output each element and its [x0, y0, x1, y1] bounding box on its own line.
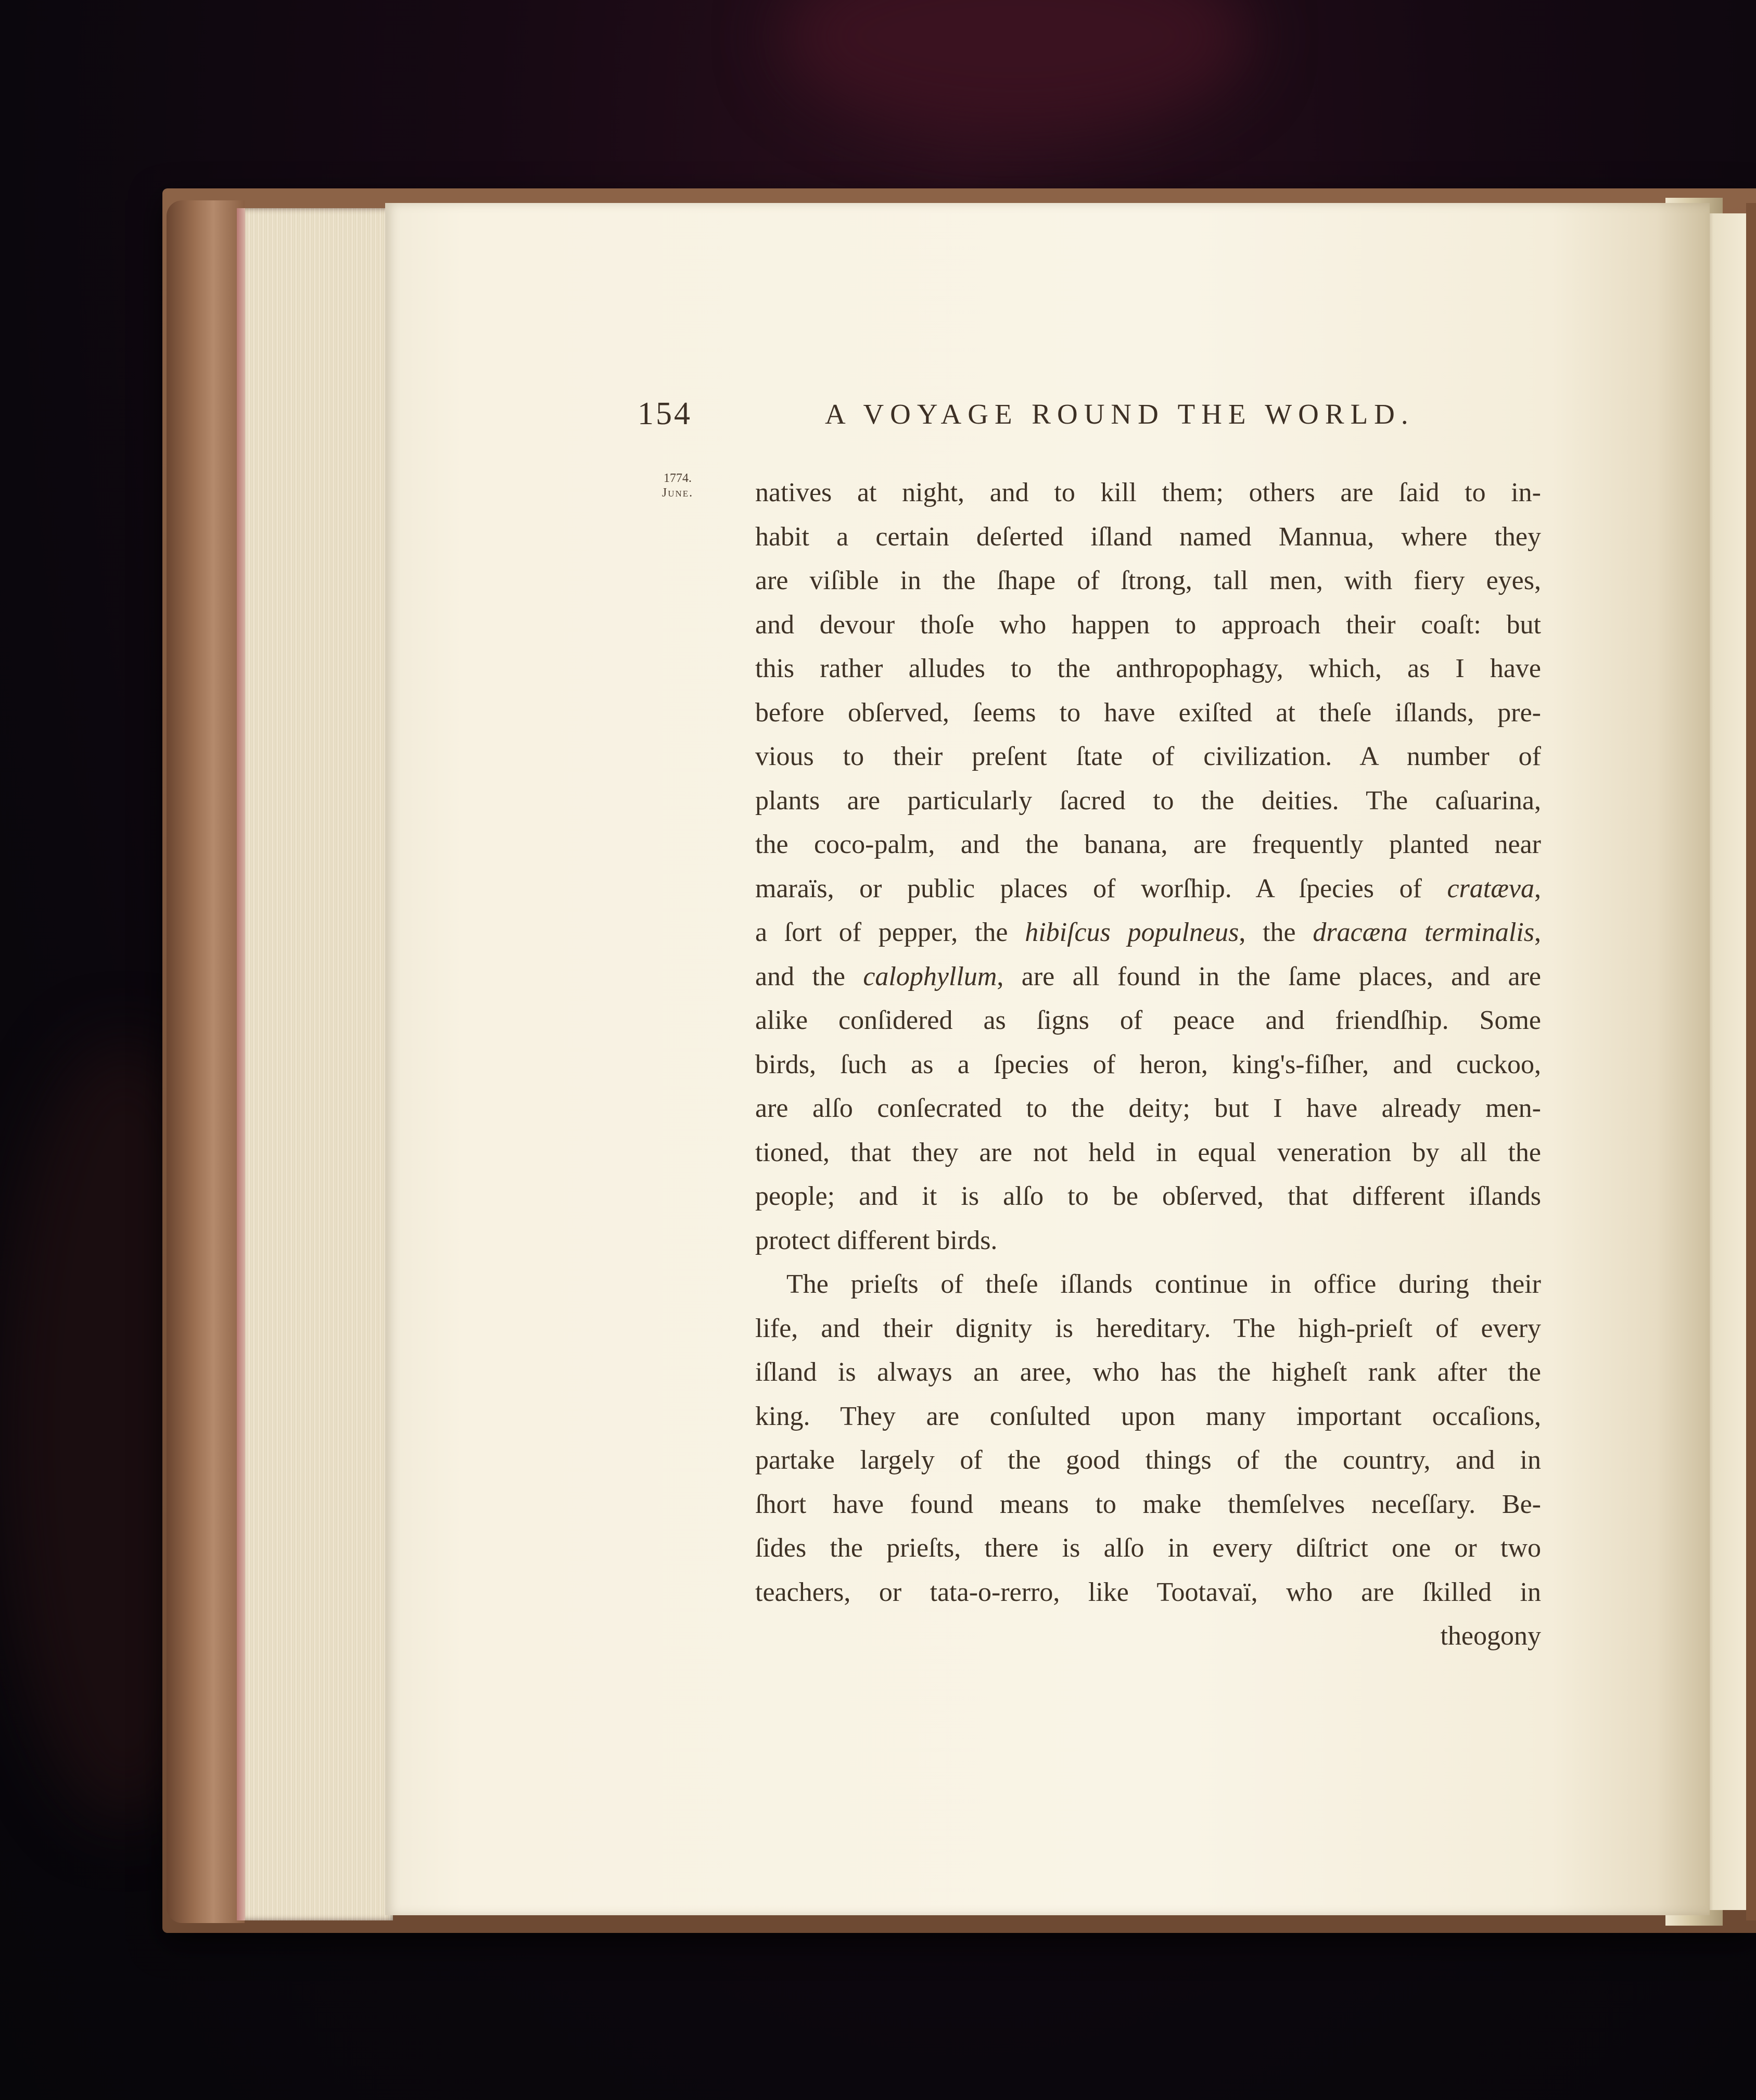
text-line: ſhort have found means to make themſelves neceſſary. Be-	[755, 1489, 1541, 1519]
text-line: are alſo conſecrated to the deity; but I have already men-	[755, 1093, 1541, 1123]
background-shadow	[781, 0, 1249, 135]
italic-term: dracæna terminalis	[1313, 918, 1534, 947]
text-line: before obſerved, ſeems to have exiſted at theſe iſlands, pre-	[755, 697, 1541, 728]
text-line: and devour thoſe who happen to approach their coaſt: but	[755, 609, 1541, 640]
text-line: maraïs, or public places of worſhip. A ſpecies of cratæva,	[755, 873, 1541, 903]
text-line: protect different birds.	[755, 1225, 998, 1255]
book-cover-right	[1746, 203, 1756, 1920]
margin-year: 1774.	[664, 472, 692, 485]
margin-month: June.	[661, 486, 694, 500]
text-line: partake largely of the good things of the country, and in	[755, 1445, 1541, 1475]
text-line: are viſible in the ſhape of ſtrong, tall men, with fiery eyes,	[755, 566, 1541, 595]
page-block-edge	[237, 208, 393, 1920]
text-line: natives at night, and to kill them; others are ſaid to in-	[755, 478, 1541, 507]
text-line: a ſort of pepper, the hibiſcus populneus, the dracæna terminalis,	[755, 918, 1541, 947]
text-line: tioned, that they are not held in equal veneration by all the	[755, 1137, 1541, 1167]
text-line: alike conſidered as ſigns of peace and friendſhip. Some	[755, 1006, 1541, 1035]
text-line: king. They are conſulted upon many important occaſions,	[755, 1401, 1541, 1431]
page-block-colored-edge	[237, 208, 245, 1920]
page-number: 154	[638, 396, 692, 431]
text-line: vious to their preſent ſtate of civilization. A number of	[755, 742, 1541, 771]
text-line: people; and it is alſo to be obſerved, that different iſlands	[755, 1181, 1541, 1211]
italic-term: cratæva	[1447, 873, 1534, 903]
italic-term: hibiſcus populneus	[1025, 918, 1239, 947]
text-line: this rather alludes to the anthropophagy, which, as I have	[755, 654, 1541, 683]
margin-date	[657, 471, 698, 500]
text-line: and the calophyllum, are all found in the ſame places, and are	[755, 961, 1541, 991]
text-line: habit a certain deſerted iſland named Mannua, where they	[755, 521, 1541, 552]
book-spine-edge	[167, 200, 245, 1923]
catchword: theogony	[1440, 1621, 1541, 1651]
italic-term: calophyllum	[863, 961, 997, 991]
running-title: A VOYAGE ROUND THE WORLD.	[825, 398, 1415, 430]
text-line: birds, ſuch as a ſpecies of heron, king's-fiſher, and cuckoo,	[755, 1049, 1541, 1079]
paragraph-start-line: The prieſts of theſe iſlands continue in office during their	[786, 1269, 1541, 1299]
text-line: teachers, or tata-o-rerro, like Tootavaï, who are ſkilled in	[755, 1577, 1541, 1607]
text-line: iſland is always an aree, who has the higheſt rank after the	[755, 1357, 1541, 1387]
text-line: life, and their dignity is hereditary. The high-prieſt of every	[755, 1313, 1541, 1343]
text-line: ſides the prieſts, there is alſo in every diſtrict one or two	[755, 1533, 1541, 1563]
body-text	[755, 471, 1541, 1659]
text-line: plants are particularly ſacred to the deities. The caſuarina,	[755, 785, 1541, 816]
text-line: the coco-palm, and the banana, are frequently planted near	[755, 830, 1541, 859]
